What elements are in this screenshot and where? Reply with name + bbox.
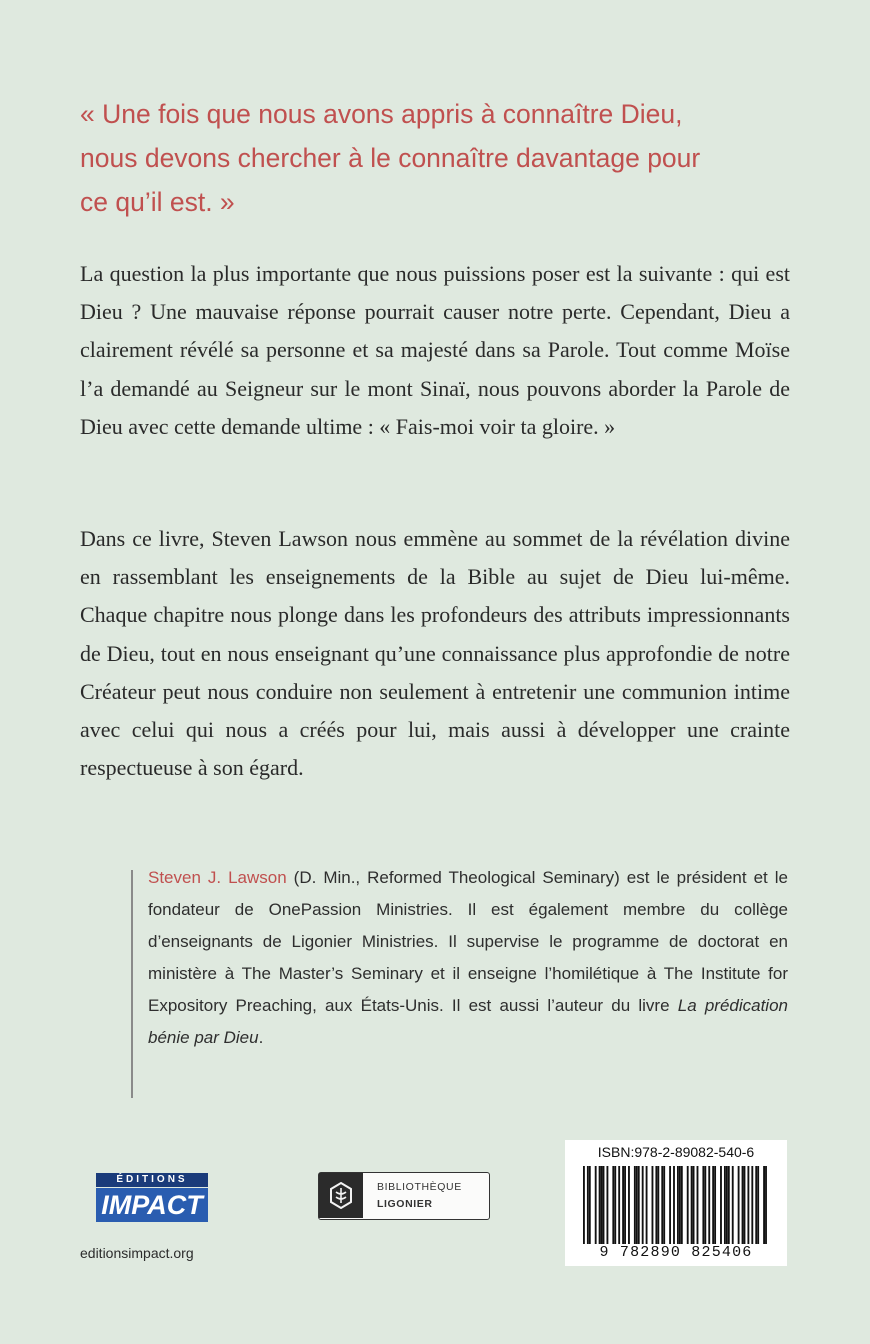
description-paragraph-2: Dans ce livre, Steven Lawson nous emmène au sommet de la révélation divine en rassemblant les enseignements de la Bible au sujet de Dieu lui-même. Chaque chapitre nous plonge dans les profondeurs des attributs impressionnants de Dieu, tout en nous enseignant qu’une connaissance plus approfondie de notre Créateur peut nous conduire non seulement à entretenir une communion intime avec celui qui nous a créés pour lui, mais aussi à développer une crainte respectueuse à son égard. xyxy=(80,526,790,781)
quote-line-2: nous devons chercher à le connaître davantage pour xyxy=(80,143,701,173)
publisher-website: editionsimpact.org xyxy=(80,1245,194,1261)
bibliotheque-ligonier-logo xyxy=(318,1172,490,1220)
barcode-bars xyxy=(583,1166,769,1244)
quote-line-1: « Une fois que nous avons appris à connaître Dieu, xyxy=(80,99,683,129)
logo-editions-text: ÉDITIONS xyxy=(96,1173,208,1187)
quote-line-3: ce qu’il est. » xyxy=(80,187,235,217)
pull-quote xyxy=(80,92,800,224)
logo-impact-text: IMPACT xyxy=(96,1188,208,1222)
description-paragraph-1: La question la plus importante que nous puissions poser est la suivante : qui est Dieu ? Une mauvaise réponse pourrait causer notre perte. Cependant, Dieu a clairement révélé sa personne et sa majesté dans sa Parole. Tout comme Moïse l’a demandé au Seigneur sur le mont Sinaï, nous pouvons aborder la Parole de Dieu avec cette demande ultime : « Fais-moi voir ta gloire. » xyxy=(80,261,790,439)
author-bio xyxy=(148,862,788,1054)
bio-divider xyxy=(131,870,133,1098)
ligonier-line-1: BIBLIOTHÈQUE xyxy=(377,1181,462,1193)
author-name: Steven J. Lawson xyxy=(148,868,287,887)
ligonier-line-2: LIGONIER xyxy=(377,1198,433,1210)
bio-end: . xyxy=(258,1028,264,1047)
isbn-barcode xyxy=(565,1140,787,1266)
bio-text: (D. Min., Reformed Theological Seminary) est le président et le fondateur de OnePassion Ministries. Il est également membre du collège d’enseignants de Ligonier Ministries. Il supervise le programme de doctorat en ministère à The Master’s Seminary et il enseigne l’homilétique à The Institute for Expository Preaching, aux États-Unis. Il est aussi l’auteur du livre xyxy=(148,868,788,1015)
editions-impact-logo xyxy=(96,1173,208,1223)
isbn-label: ISBN:978-2-89082-540-6 xyxy=(597,1144,755,1160)
book-title: La prédication bénie par Dieu xyxy=(148,996,788,1047)
isbn-digits: 9 782890 825406 xyxy=(599,1244,753,1261)
ligonier-mark-icon xyxy=(319,1173,363,1218)
